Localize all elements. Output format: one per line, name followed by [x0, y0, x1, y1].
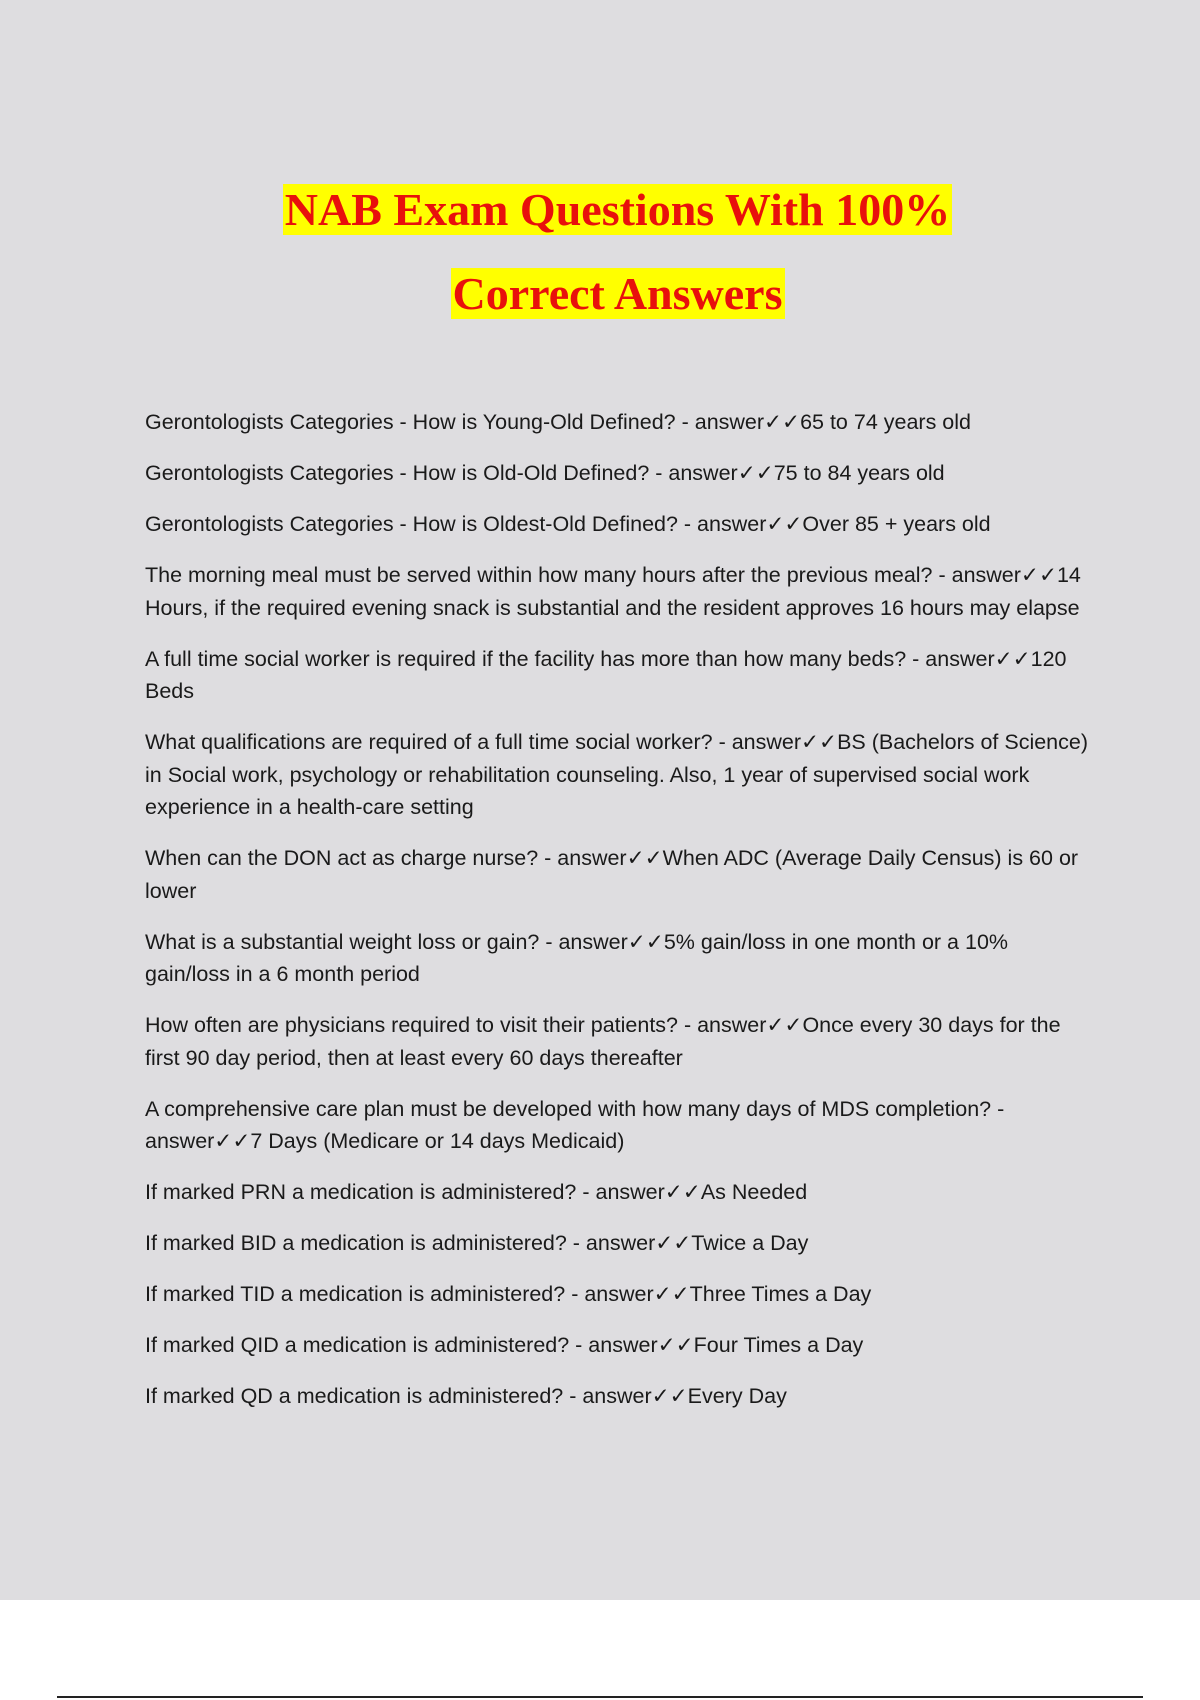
qa-item-2: Gerontologists Categories - How is Old-Old Defined? - answer✓✓75 to 84 years old	[145, 461, 945, 485]
next-page-area	[0, 1600, 1200, 1700]
qa-item-11: If marked PRN a medication is administered? - answer✓✓As Needed	[145, 1180, 808, 1204]
document-title	[0, 168, 1200, 336]
qa-item-15: If marked QD a medication is administered? - answer✓✓Every Day	[145, 1384, 787, 1408]
qa-item-9: How often are physicians required to visit their patients? - answer✓✓Once every 30 days for the first 90 day period, then at least every 60 days thereafter	[145, 1013, 1061, 1070]
qa-item-13: If marked TID a medication is administered? - answer✓✓Three Times a Day	[145, 1282, 872, 1306]
qa-item-14: If marked QID a medication is administered? - answer✓✓Four Times a Day	[145, 1333, 864, 1357]
qa-item-3: Gerontologists Categories - How is Oldest-Old Defined? - answer✓✓Over 85 + years old	[145, 512, 991, 536]
qa-list	[145, 406, 1095, 1431]
title-line-1-text: NAB Exam Questions With 100%	[284, 184, 951, 235]
qa-item-7: When can the DON act as charge nurse? - answer✓✓When ADC (Average Daily Census) is 60 or lower	[145, 846, 1079, 903]
title-line-2-text: Correct Answers	[452, 268, 783, 319]
qa-item-10: A comprehensive care plan must be developed with how many days of MDS completion? - answer✓✓7 Days (Medicare or 14 days Medicaid)	[145, 1096, 1005, 1153]
qa-item-8: What is a substantial weight loss or gain? - answer✓✓5% gain/loss in one month or a 10% gain/loss in a 6 month period	[145, 929, 1009, 986]
qa-item-4: The morning meal must be served within how many hours after the previous meal? - answer✓✓14 Hours, if the required evening snack is substantial and the resident approves 16 hours may elapse	[145, 563, 1081, 620]
page-divider	[57, 1696, 1143, 1698]
qa-item-6: What qualifications are required of a full time social worker? - answer✓✓BS (Bachelors of Science) in Social work, psychology or rehabilitation counseling. Also, 1 year of supervised social work experience in a health-care setting	[145, 730, 1089, 819]
qa-item-12: If marked BID a medication is administered? - answer✓✓Twice a Day	[145, 1231, 809, 1255]
qa-item-5: A full time social worker is required if the facility has more than how many beds? - answer✓✓120 Beds	[145, 646, 1067, 703]
title-line-1	[0, 168, 1200, 252]
qa-item-1: Gerontologists Categories - How is Young-Old Defined? - answer✓✓65 to 74 years old	[145, 410, 971, 434]
title-line-2	[0, 252, 1200, 336]
